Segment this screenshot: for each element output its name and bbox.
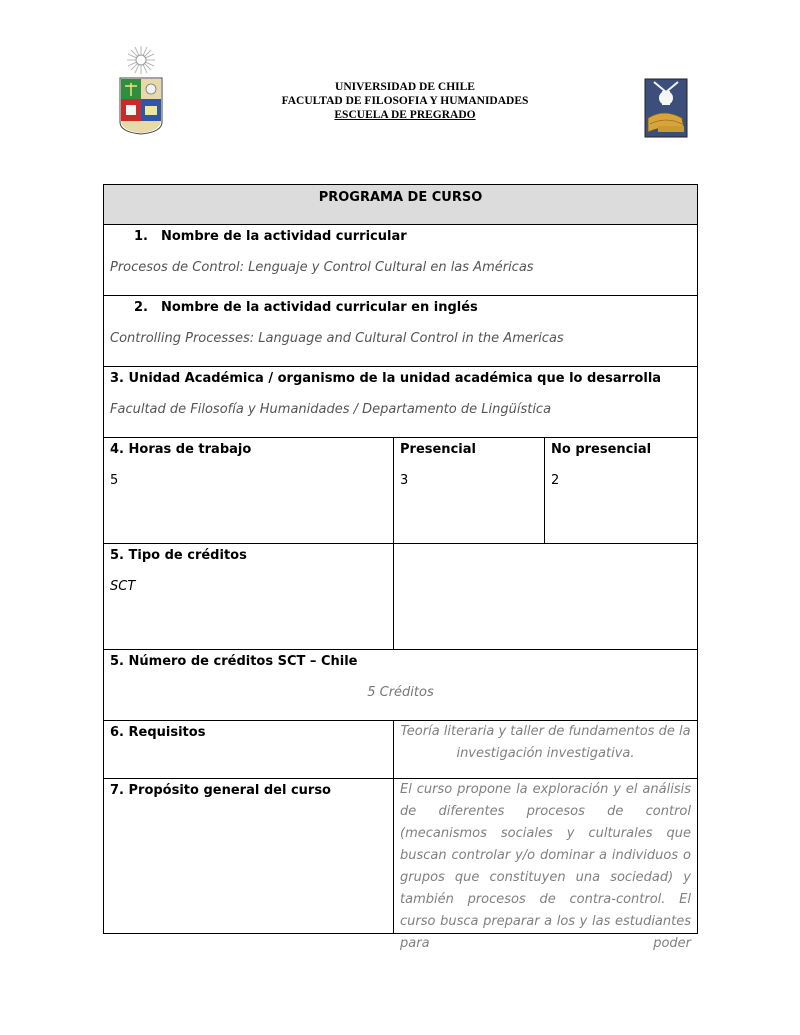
university-coat-of-arms-icon xyxy=(114,44,168,136)
section-2-english-name xyxy=(104,296,698,367)
section-2-value: Controlling Processes: Language and Cultural Control in the Americas xyxy=(110,331,564,346)
no-presencial-cell xyxy=(545,438,698,544)
section-5b-label: 5. Número de créditos SCT – Chile xyxy=(110,654,358,669)
section-6-label: 6. Requisitos xyxy=(110,725,206,740)
section-3-academic-unit xyxy=(104,367,698,438)
page-header xyxy=(0,0,800,170)
presencial-label: Presencial xyxy=(400,442,476,457)
section-7-label: 7. Propósito general del curso xyxy=(110,783,331,798)
section-7-value: El curso propone la exploración y el análisis de diferentes procesos de control (mecanismos sociales y culturales que buscan controlar y/o dominar a individuos o grupos que constituyen una sociedad) y también procesos de contra-control. El curso busca preparar a los y las estudiantes para poder xyxy=(400,782,691,951)
faculty-book-emblem-icon xyxy=(644,78,688,140)
program-title: PROGRAMA DE CURSO xyxy=(104,185,698,225)
course-program-table xyxy=(103,184,698,951)
faculty-name: FACULTAD DE FILOSOFIA Y HUMANIDADES xyxy=(281,95,529,107)
section-6-value-cell xyxy=(394,721,698,779)
section-5b-credit-count xyxy=(104,650,698,721)
section-1-label: 1. Nombre de la actividad curricular xyxy=(134,229,407,244)
section-5b-value: 5 Créditos xyxy=(367,685,434,700)
section-5-value: SCT xyxy=(110,579,136,594)
no-presencial-value: 2 xyxy=(551,473,560,488)
section-4-work-hours xyxy=(104,438,394,544)
section-3-value: Facultad de Filosofía y Humanidades / Departamento de Lingüística xyxy=(110,402,552,417)
university-name: UNIVERSIDAD DE CHILE xyxy=(335,81,475,93)
school-name: ESCUELA DE PREGRADO xyxy=(334,109,476,121)
institution-header xyxy=(200,80,610,122)
section-7-purpose xyxy=(104,779,394,934)
section-2-label: 2. Nombre de la actividad curricular en inglés xyxy=(134,300,478,315)
section-1-course-name xyxy=(104,225,698,296)
section-1-value: Procesos de Control: Lenguaje y Control Cultural en las Américas xyxy=(110,260,534,275)
section-6-requirements xyxy=(104,721,394,779)
section-4-label: 4. Horas de trabajo xyxy=(110,442,252,457)
presencial-cell xyxy=(394,438,545,544)
section-5-empty-cell xyxy=(394,544,698,650)
section-5-credit-type xyxy=(104,544,394,650)
section-6-value: Teoría literaria y taller de fundamentos de la investigación investigativa. xyxy=(400,724,691,761)
section-3-label: 3. Unidad Académica / organismo de la unidad académica que lo desarrolla xyxy=(110,371,662,386)
section-4-value: 5 xyxy=(110,473,119,488)
section-7-value-cell xyxy=(394,779,698,951)
no-presencial-label: No presencial xyxy=(551,442,652,457)
section-5-label: 5. Tipo de créditos xyxy=(110,548,247,563)
presencial-value: 3 xyxy=(400,473,409,488)
